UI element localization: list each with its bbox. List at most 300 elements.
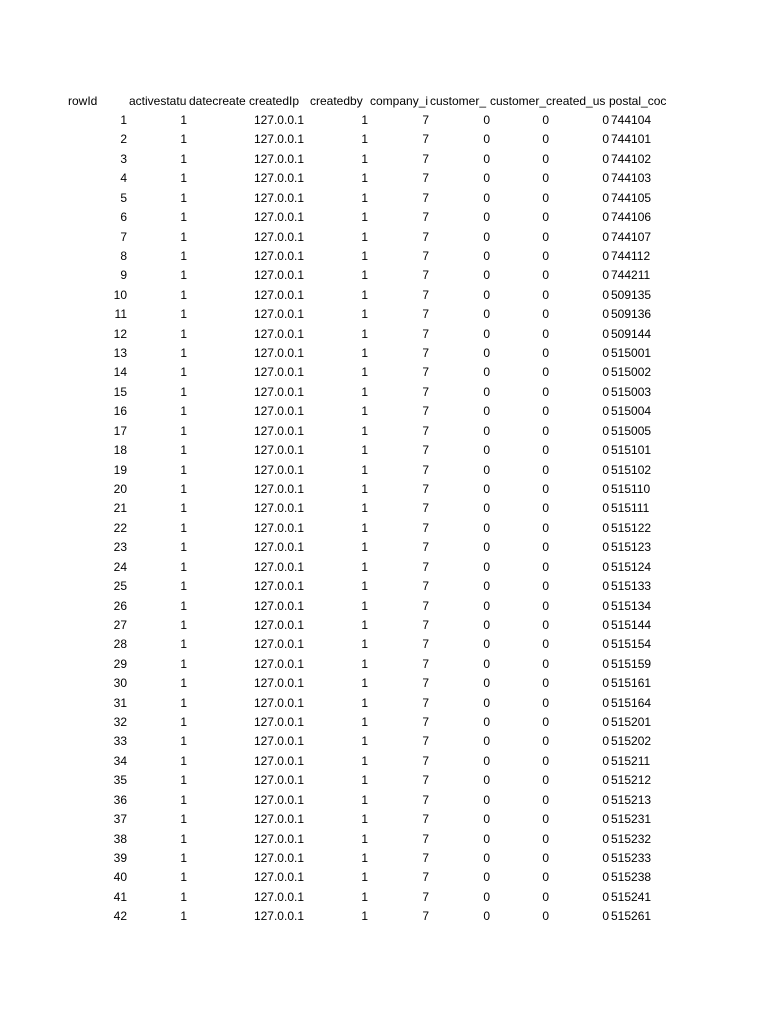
cell-customer-extra: 0 xyxy=(602,676,609,690)
cell-company-id: 7 xyxy=(422,773,429,787)
cell-customer: 0 xyxy=(483,657,490,671)
cell-createdip: 127.0.0.1 xyxy=(253,501,304,515)
cell-createdip: 127.0.0.1 xyxy=(253,327,304,341)
cell-createdby: 1 xyxy=(361,521,368,535)
cell-postal-code: 515201 xyxy=(611,715,652,729)
cell-rowid: 6 xyxy=(120,210,127,224)
cell-customer-extra: 0 xyxy=(602,637,609,651)
cell-company-id: 7 xyxy=(422,288,429,302)
cell-company-id: 7 xyxy=(422,540,429,554)
cell-rowid: 17 xyxy=(113,424,127,438)
cell-customer-extra: 0 xyxy=(602,851,609,865)
cell-company-id: 7 xyxy=(422,637,429,651)
cell-createdip: 127.0.0.1 xyxy=(253,249,304,263)
cell-createdip: 127.0.0.1 xyxy=(253,191,304,205)
cell-customer-extra: 0 xyxy=(602,501,609,515)
cell-rowid: 33 xyxy=(113,734,127,748)
cell-activestatus: 1 xyxy=(180,540,187,554)
cell-activestatus: 1 xyxy=(180,618,187,632)
cell-postal-code: 515101 xyxy=(611,443,652,457)
cell-createdby: 1 xyxy=(361,618,368,632)
cell-customer-created: 0 xyxy=(542,618,549,632)
cell-createdby: 1 xyxy=(361,482,368,496)
cell-company-id: 7 xyxy=(422,676,429,690)
cell-rowid: 22 xyxy=(113,521,127,535)
cell-customer: 0 xyxy=(483,346,490,360)
cell-activestatus: 1 xyxy=(180,579,187,593)
cell-customer-created: 0 xyxy=(542,191,549,205)
cell-createdby: 1 xyxy=(361,890,368,904)
cell-customer-created: 0 xyxy=(542,327,549,341)
cell-company-id: 7 xyxy=(422,657,429,671)
cell-customer-created: 0 xyxy=(542,540,549,554)
cell-activestatus: 1 xyxy=(180,521,187,535)
cell-activestatus: 1 xyxy=(180,249,187,263)
cell-customer-extra: 0 xyxy=(602,909,609,923)
cell-customer-extra: 0 xyxy=(602,327,609,341)
cell-customer-extra: 0 xyxy=(602,560,609,574)
cell-createdby: 1 xyxy=(361,715,368,729)
cell-createdip: 127.0.0.1 xyxy=(253,288,304,302)
header-company-id: company_i xyxy=(370,94,429,108)
header-rowid: rowId xyxy=(68,94,98,108)
cell-customer: 0 xyxy=(483,890,490,904)
cell-postal-code: 509136 xyxy=(611,307,652,321)
cell-customer-created: 0 xyxy=(542,579,549,593)
cell-postal-code: 744106 xyxy=(611,210,652,224)
cell-customer: 0 xyxy=(483,579,490,593)
cell-createdip: 127.0.0.1 xyxy=(253,424,304,438)
cell-company-id: 7 xyxy=(422,443,429,457)
cell-company-id: 7 xyxy=(422,618,429,632)
cell-createdby: 1 xyxy=(361,191,368,205)
cell-postal-code: 515231 xyxy=(611,812,652,826)
cell-customer-extra: 0 xyxy=(602,443,609,457)
cell-customer-extra: 0 xyxy=(602,307,609,321)
cell-company-id: 7 xyxy=(422,191,429,205)
cell-company-id: 7 xyxy=(422,404,429,418)
cell-customer-created: 0 xyxy=(542,909,549,923)
cell-createdip: 127.0.0.1 xyxy=(253,171,304,185)
cell-postal-code: 515001 xyxy=(611,346,652,360)
cell-createdip: 127.0.0.1 xyxy=(253,715,304,729)
cell-rowid: 10 xyxy=(113,288,127,302)
cell-rowid: 16 xyxy=(113,404,127,418)
cell-customer-extra: 0 xyxy=(602,734,609,748)
cell-customer-created: 0 xyxy=(542,637,549,651)
cell-postal-code: 515144 xyxy=(611,618,652,632)
cell-activestatus: 1 xyxy=(180,288,187,302)
cell-company-id: 7 xyxy=(422,909,429,923)
cell-customer: 0 xyxy=(483,599,490,613)
cell-postal-code: 515238 xyxy=(611,870,652,884)
cell-customer-extra: 0 xyxy=(602,890,609,904)
cell-company-id: 7 xyxy=(422,793,429,807)
cell-customer: 0 xyxy=(483,909,490,923)
cell-activestatus: 1 xyxy=(180,113,187,127)
cell-postal-code: 744107 xyxy=(611,230,652,244)
cell-customer-created: 0 xyxy=(542,715,549,729)
cell-customer-extra: 0 xyxy=(602,540,609,554)
cell-customer-created: 0 xyxy=(542,113,549,127)
cell-customer-created: 0 xyxy=(542,657,549,671)
cell-customer: 0 xyxy=(483,540,490,554)
cell-customer-created: 0 xyxy=(542,365,549,379)
cell-createdip: 127.0.0.1 xyxy=(253,463,304,477)
cell-activestatus: 1 xyxy=(180,424,187,438)
cell-activestatus: 1 xyxy=(180,501,187,515)
cell-createdip: 127.0.0.1 xyxy=(253,832,304,846)
cell-customer-extra: 0 xyxy=(602,754,609,768)
cell-rowid: 40 xyxy=(113,870,127,884)
cell-createdby: 1 xyxy=(361,210,368,224)
cell-customer-created: 0 xyxy=(542,773,549,787)
cell-activestatus: 1 xyxy=(180,870,187,884)
cell-customer-extra: 0 xyxy=(602,696,609,710)
cell-company-id: 7 xyxy=(422,327,429,341)
cell-rowid: 32 xyxy=(113,715,127,729)
cell-postal-code: 515003 xyxy=(611,385,652,399)
cell-rowid: 38 xyxy=(113,832,127,846)
cell-activestatus: 1 xyxy=(180,132,187,146)
cell-createdip: 127.0.0.1 xyxy=(253,385,304,399)
cell-postal-code: 509144 xyxy=(611,327,652,341)
cell-createdip: 127.0.0.1 xyxy=(253,521,304,535)
cell-rowid: 37 xyxy=(113,812,127,826)
cell-createdby: 1 xyxy=(361,501,368,515)
cell-customer-created: 0 xyxy=(542,832,549,846)
cell-customer: 0 xyxy=(483,870,490,884)
cell-customer-created: 0 xyxy=(542,288,549,302)
cell-createdip: 127.0.0.1 xyxy=(253,890,304,904)
cell-postal-code: 515211 xyxy=(611,754,651,768)
cell-customer-extra: 0 xyxy=(602,599,609,613)
cell-rowid: 14 xyxy=(113,365,127,379)
cell-activestatus: 1 xyxy=(180,463,187,477)
cell-activestatus: 1 xyxy=(180,890,187,904)
cell-activestatus: 1 xyxy=(180,754,187,768)
cell-company-id: 7 xyxy=(422,424,429,438)
cell-company-id: 7 xyxy=(422,734,429,748)
cell-customer: 0 xyxy=(483,424,490,438)
cell-rowid: 3 xyxy=(120,152,127,166)
cell-company-id: 7 xyxy=(422,307,429,321)
cell-customer-created: 0 xyxy=(542,268,549,282)
cell-postal-code: 744103 xyxy=(611,171,652,185)
cell-customer-created: 0 xyxy=(542,870,549,884)
cell-postal-code: 515124 xyxy=(611,560,652,574)
cell-createdby: 1 xyxy=(361,579,368,593)
cell-customer: 0 xyxy=(483,113,490,127)
cell-postal-code: 509135 xyxy=(611,288,652,302)
cell-createdby: 1 xyxy=(361,676,368,690)
cell-createdby: 1 xyxy=(361,404,368,418)
cell-customer-created: 0 xyxy=(542,404,549,418)
header-datecreated: datecreate xyxy=(189,94,246,108)
cell-postal-code: 515164 xyxy=(611,696,652,710)
cell-activestatus: 1 xyxy=(180,715,187,729)
cell-postal-code: 515213 xyxy=(611,793,652,807)
cell-createdip: 127.0.0.1 xyxy=(253,696,304,710)
cell-company-id: 7 xyxy=(422,365,429,379)
cell-customer: 0 xyxy=(483,152,490,166)
cell-rowid: 26 xyxy=(113,599,127,613)
cell-customer: 0 xyxy=(483,132,490,146)
cell-customer: 0 xyxy=(483,676,490,690)
cell-activestatus: 1 xyxy=(180,851,187,865)
cell-activestatus: 1 xyxy=(180,171,187,185)
cell-rowid: 27 xyxy=(113,618,127,632)
cell-postal-code: 744112 xyxy=(611,249,651,263)
cell-rowid: 15 xyxy=(113,385,127,399)
cell-createdip: 127.0.0.1 xyxy=(253,482,304,496)
cell-rowid: 9 xyxy=(120,268,127,282)
cell-rowid: 5 xyxy=(120,191,127,205)
cell-postal-code: 515133 xyxy=(611,579,652,593)
cell-customer-created: 0 xyxy=(542,424,549,438)
cell-activestatus: 1 xyxy=(180,599,187,613)
cell-company-id: 7 xyxy=(422,268,429,282)
cell-createdby: 1 xyxy=(361,851,368,865)
cell-company-id: 7 xyxy=(422,501,429,515)
cell-activestatus: 1 xyxy=(180,560,187,574)
cell-createdby: 1 xyxy=(361,909,368,923)
cell-rowid: 2 xyxy=(120,132,127,146)
cell-postal-code: 515241 xyxy=(611,890,652,904)
cell-createdby: 1 xyxy=(361,734,368,748)
cell-customer: 0 xyxy=(483,812,490,826)
cell-customer-extra: 0 xyxy=(602,424,609,438)
cell-company-id: 7 xyxy=(422,463,429,477)
cell-customer: 0 xyxy=(483,754,490,768)
cell-customer-created: 0 xyxy=(542,230,549,244)
cell-company-id: 7 xyxy=(422,696,429,710)
cell-postal-code: 515212 xyxy=(611,773,652,787)
cell-customer-created: 0 xyxy=(542,346,549,360)
cell-customer-created: 0 xyxy=(542,171,549,185)
cell-company-id: 7 xyxy=(422,599,429,613)
cell-customer-created: 0 xyxy=(542,463,549,477)
cell-customer: 0 xyxy=(483,463,490,477)
cell-customer: 0 xyxy=(483,443,490,457)
cell-createdip: 127.0.0.1 xyxy=(253,579,304,593)
cell-customer: 0 xyxy=(483,327,490,341)
cell-createdip: 127.0.0.1 xyxy=(253,268,304,282)
cell-postal-code: 515134 xyxy=(611,599,652,613)
cell-createdby: 1 xyxy=(361,463,368,477)
header-activestatus: activestatu xyxy=(129,94,187,108)
cell-createdip: 127.0.0.1 xyxy=(253,132,304,146)
cell-customer-extra: 0 xyxy=(602,832,609,846)
cell-customer-created: 0 xyxy=(542,132,549,146)
cell-postal-code: 515202 xyxy=(611,734,652,748)
cell-postal-code: 515233 xyxy=(611,851,652,865)
cell-postal-code: 515004 xyxy=(611,404,652,418)
cell-customer-extra: 0 xyxy=(602,288,609,302)
cell-rowid: 23 xyxy=(113,540,127,554)
cell-postal-code: 744101 xyxy=(611,132,652,146)
cell-activestatus: 1 xyxy=(180,152,187,166)
cell-createdby: 1 xyxy=(361,812,368,826)
cell-customer: 0 xyxy=(483,851,490,865)
cell-customer-created: 0 xyxy=(542,307,549,321)
cell-postal-code: 744211 xyxy=(611,268,651,282)
cell-activestatus: 1 xyxy=(180,637,187,651)
cell-postal-code: 515005 xyxy=(611,424,652,438)
cell-activestatus: 1 xyxy=(180,909,187,923)
cell-activestatus: 1 xyxy=(180,482,187,496)
cell-postal-code: 515154 xyxy=(611,637,652,651)
cell-rowid: 24 xyxy=(113,560,127,574)
cell-company-id: 7 xyxy=(422,210,429,224)
cell-activestatus: 1 xyxy=(180,696,187,710)
cell-createdip: 127.0.0.1 xyxy=(253,404,304,418)
cell-customer-extra: 0 xyxy=(602,385,609,399)
cell-rowid: 21 xyxy=(113,501,127,515)
cell-createdip: 127.0.0.1 xyxy=(253,870,304,884)
cell-createdby: 1 xyxy=(361,599,368,613)
cell-customer-created: 0 xyxy=(542,676,549,690)
cell-rowid: 7 xyxy=(120,230,127,244)
cell-customer-extra: 0 xyxy=(602,365,609,379)
cell-customer: 0 xyxy=(483,482,490,496)
cell-activestatus: 1 xyxy=(180,210,187,224)
cell-createdip: 127.0.0.1 xyxy=(253,851,304,865)
cell-createdip: 127.0.0.1 xyxy=(253,773,304,787)
cell-customer: 0 xyxy=(483,268,490,282)
header-postal-code: postal_coc xyxy=(609,94,667,108)
cell-customer-extra: 0 xyxy=(602,482,609,496)
cell-createdby: 1 xyxy=(361,132,368,146)
cell-customer-created: 0 xyxy=(542,210,549,224)
cell-activestatus: 1 xyxy=(180,812,187,826)
cell-activestatus: 1 xyxy=(180,734,187,748)
cell-customer: 0 xyxy=(483,521,490,535)
cell-createdby: 1 xyxy=(361,696,368,710)
cell-customer: 0 xyxy=(483,696,490,710)
cell-rowid: 36 xyxy=(113,793,127,807)
cell-rowid: 13 xyxy=(113,346,127,360)
cell-activestatus: 1 xyxy=(180,307,187,321)
cell-createdip: 127.0.0.1 xyxy=(253,734,304,748)
cell-activestatus: 1 xyxy=(180,327,187,341)
cell-customer-created: 0 xyxy=(542,443,549,457)
cell-customer-created: 0 xyxy=(542,249,549,263)
header-createdip: createdIp xyxy=(249,94,300,108)
cell-company-id: 7 xyxy=(422,754,429,768)
cell-createdip: 127.0.0.1 xyxy=(253,599,304,613)
cell-customer: 0 xyxy=(483,191,490,205)
cell-company-id: 7 xyxy=(422,870,429,884)
cell-postal-code: 744102 xyxy=(611,152,652,166)
cell-createdip: 127.0.0.1 xyxy=(253,560,304,574)
cell-activestatus: 1 xyxy=(180,443,187,457)
cell-createdby: 1 xyxy=(361,268,368,282)
cell-customer: 0 xyxy=(483,560,490,574)
cell-activestatus: 1 xyxy=(180,346,187,360)
cell-customer-created: 0 xyxy=(542,851,549,865)
cell-createdby: 1 xyxy=(361,171,368,185)
header-customer: customer_ xyxy=(430,94,487,108)
cell-createdip: 127.0.0.1 xyxy=(253,113,304,127)
cell-createdip: 127.0.0.1 xyxy=(253,676,304,690)
cell-customer-extra: 0 xyxy=(602,113,609,127)
cell-createdby: 1 xyxy=(361,113,368,127)
cell-activestatus: 1 xyxy=(180,385,187,399)
cell-rowid: 39 xyxy=(113,851,127,865)
cell-customer: 0 xyxy=(483,793,490,807)
cell-createdby: 1 xyxy=(361,152,368,166)
cell-customer-extra: 0 xyxy=(602,230,609,244)
cell-customer-extra: 0 xyxy=(602,404,609,418)
cell-createdby: 1 xyxy=(361,540,368,554)
cell-customer-extra: 0 xyxy=(602,268,609,282)
cell-rowid: 8 xyxy=(120,249,127,263)
cell-company-id: 7 xyxy=(422,230,429,244)
cell-activestatus: 1 xyxy=(180,793,187,807)
cell-activestatus: 1 xyxy=(180,773,187,787)
cell-createdip: 127.0.0.1 xyxy=(253,307,304,321)
cell-createdby: 1 xyxy=(361,637,368,651)
cell-company-id: 7 xyxy=(422,249,429,263)
cell-customer-extra: 0 xyxy=(602,171,609,185)
cell-createdby: 1 xyxy=(361,230,368,244)
cell-rowid: 29 xyxy=(113,657,127,671)
cell-createdip: 127.0.0.1 xyxy=(253,812,304,826)
cell-customer-extra: 0 xyxy=(602,132,609,146)
cell-postal-code: 515232 xyxy=(611,832,652,846)
cell-customer-extra: 0 xyxy=(602,870,609,884)
cell-company-id: 7 xyxy=(422,132,429,146)
cell-customer: 0 xyxy=(483,734,490,748)
cell-activestatus: 1 xyxy=(180,832,187,846)
cell-customer-extra: 0 xyxy=(602,210,609,224)
cell-customer: 0 xyxy=(483,832,490,846)
cell-customer-extra: 0 xyxy=(602,618,609,632)
cell-rowid: 31 xyxy=(113,696,127,710)
cell-company-id: 7 xyxy=(422,851,429,865)
cell-company-id: 7 xyxy=(422,346,429,360)
cell-customer-extra: 0 xyxy=(602,152,609,166)
cell-customer-extra: 0 xyxy=(602,191,609,205)
cell-createdby: 1 xyxy=(361,424,368,438)
cell-postal-code: 515111 xyxy=(611,501,650,515)
cell-customer-created: 0 xyxy=(542,152,549,166)
cell-customer-extra: 0 xyxy=(602,521,609,535)
cell-createdby: 1 xyxy=(361,754,368,768)
cell-customer-created: 0 xyxy=(542,560,549,574)
cell-customer: 0 xyxy=(483,210,490,224)
cell-company-id: 7 xyxy=(422,715,429,729)
cell-rowid: 25 xyxy=(113,579,127,593)
cell-rowid: 42 xyxy=(113,909,127,923)
cell-company-id: 7 xyxy=(422,890,429,904)
cell-rowid: 30 xyxy=(113,676,127,690)
cell-rowid: 35 xyxy=(113,773,127,787)
cell-customer-extra: 0 xyxy=(602,463,609,477)
cell-company-id: 7 xyxy=(422,560,429,574)
cell-rowid: 41 xyxy=(113,890,127,904)
cell-company-id: 7 xyxy=(422,579,429,593)
cell-customer: 0 xyxy=(483,773,490,787)
cell-company-id: 7 xyxy=(422,482,429,496)
cell-createdip: 127.0.0.1 xyxy=(253,754,304,768)
cell-postal-code: 515122 xyxy=(611,521,652,535)
cell-createdby: 1 xyxy=(361,443,368,457)
cell-customer-extra: 0 xyxy=(602,812,609,826)
cell-createdby: 1 xyxy=(361,288,368,302)
cell-customer-created: 0 xyxy=(542,793,549,807)
